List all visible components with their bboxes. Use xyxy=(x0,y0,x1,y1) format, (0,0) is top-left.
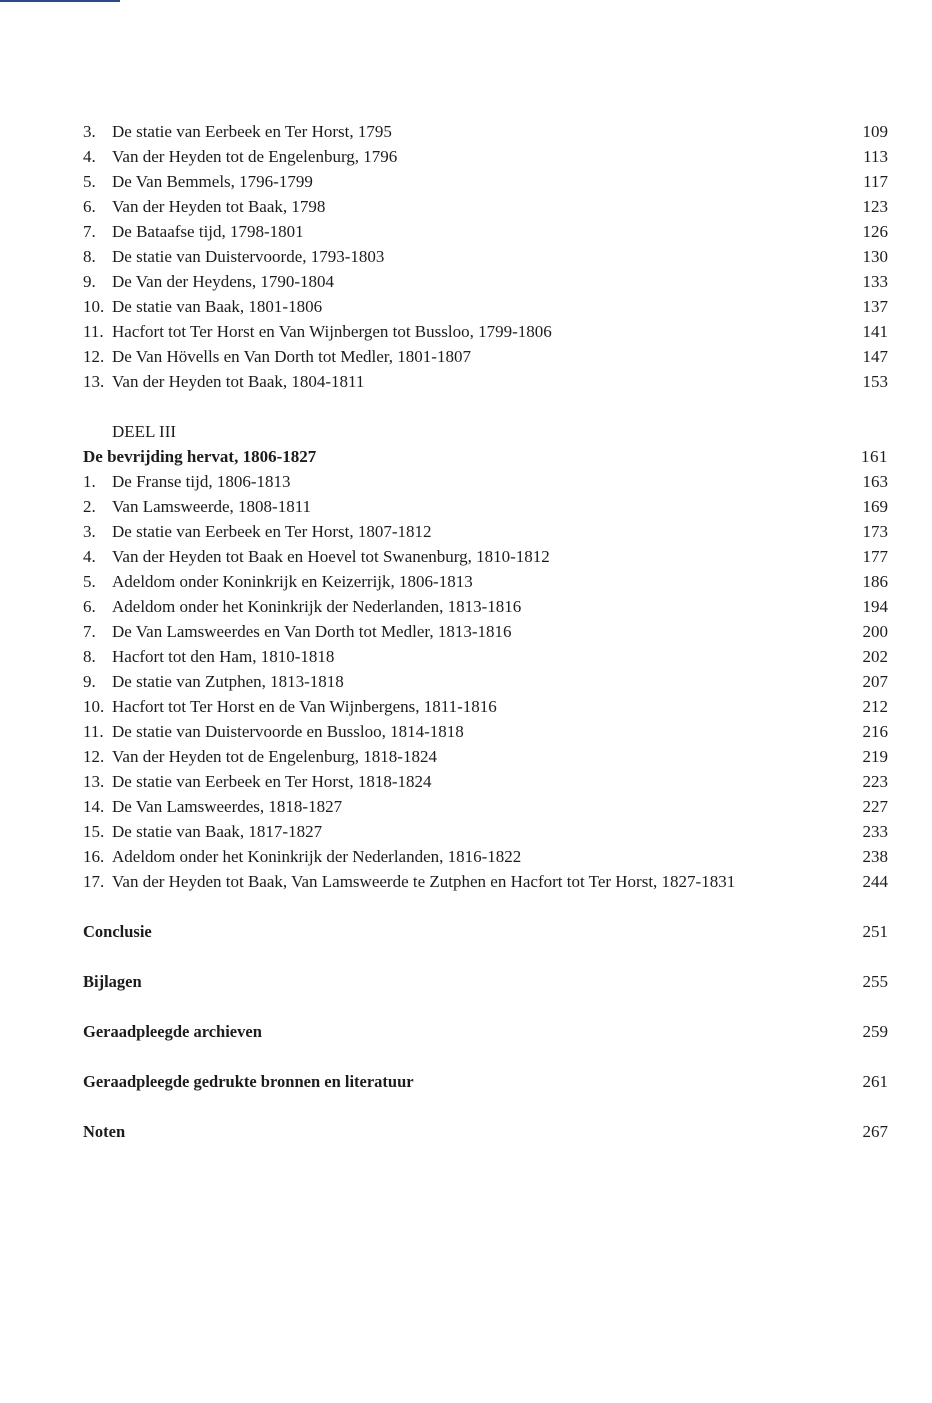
entry-number: 3. xyxy=(83,522,96,541)
entry-number: 13. xyxy=(83,772,105,791)
entry-page-number: 219 xyxy=(862,747,888,766)
entry-title: De Van Bemmels, 1796-1799 xyxy=(112,172,313,191)
entry-number: 13. xyxy=(83,372,105,391)
toc-entry[interactable] xyxy=(83,144,888,169)
toc-entry[interactable] xyxy=(83,194,888,219)
toc-entry[interactable] xyxy=(83,844,888,869)
back-matter-entry[interactable] xyxy=(83,1119,888,1144)
entry-number: 12. xyxy=(83,747,105,766)
entry-title: Hacfort tot Ter Horst en Van Wijnbergen tot Bussloo, 1799-1806 xyxy=(112,322,552,341)
spacer xyxy=(83,394,888,419)
entry-number: 2. xyxy=(83,497,96,516)
toc-entry[interactable] xyxy=(83,319,888,344)
toc-entry[interactable] xyxy=(83,169,888,194)
back-matter-title: Noten xyxy=(83,1122,126,1141)
entry-page-number: 227 xyxy=(862,797,888,816)
part-heading-row[interactable] xyxy=(83,444,888,469)
part-heading-title: De bevrijding hervat, 1806-1827 xyxy=(83,447,317,466)
entry-number: 15. xyxy=(83,822,105,841)
back-matter-entry[interactable] xyxy=(83,1019,888,1044)
entry-title: De statie van Zutphen, 1813-1818 xyxy=(112,672,344,691)
entry-page-number: 123 xyxy=(862,197,888,216)
entry-title: De statie van Duistervoorde, 1793-1803 xyxy=(112,247,385,266)
entry-page-number: 141 xyxy=(862,322,888,341)
entry-title: Adeldom onder het Koninkrijk der Nederlanden, 1813-1816 xyxy=(112,597,522,616)
toc-entry[interactable] xyxy=(83,269,888,294)
entry-title: De statie van Eerbeek en Ter Horst, 1795 xyxy=(112,122,392,141)
toc-entry[interactable] xyxy=(83,669,888,694)
back-matter-page-number: 267 xyxy=(862,1122,888,1141)
entry-page-number: 216 xyxy=(862,722,888,741)
entry-page-number: 244 xyxy=(862,872,888,891)
entry-number: 5. xyxy=(83,172,96,191)
entry-page-number: 233 xyxy=(862,822,888,841)
entry-number: 8. xyxy=(83,647,96,666)
toc-entry[interactable] xyxy=(83,244,888,269)
back-matter-page-number: 261 xyxy=(862,1072,888,1091)
entry-number: 10. xyxy=(83,697,105,716)
entry-number: 16. xyxy=(83,847,105,866)
entry-number: 17. xyxy=(83,872,105,891)
entry-title: Van der Heyden tot Baak, Van Lamsweerde te Zutphen en Hacfort tot Ter Horst, 1827-1831 xyxy=(112,872,736,891)
back-matter-title: Geraadpleegde archieven xyxy=(83,1022,262,1041)
entry-number: 4. xyxy=(83,547,96,566)
back-matter-title: Geraadpleegde gedrukte bronnen en literatuur xyxy=(83,1072,414,1091)
entry-number: 11. xyxy=(83,322,104,341)
top-edge-rule xyxy=(0,0,120,2)
back-matter-page-number: 259 xyxy=(862,1022,888,1041)
entry-number: 9. xyxy=(83,272,96,291)
entry-number: 8. xyxy=(83,247,96,266)
entry-page-number: 212 xyxy=(862,697,888,716)
entry-page-number: 147 xyxy=(862,347,888,366)
entry-number: 3. xyxy=(83,122,96,141)
entry-title: De Van Lamsweerdes en Van Dorth tot Medler, 1813-1816 xyxy=(112,622,512,641)
toc-entry[interactable] xyxy=(83,469,888,494)
entry-title: De Van Lamsweerdes, 1818-1827 xyxy=(112,797,343,816)
entry-page-number: 238 xyxy=(862,847,888,866)
back-matter-entry[interactable] xyxy=(83,1069,888,1094)
toc-entry[interactable] xyxy=(83,719,888,744)
toc-entry[interactable] xyxy=(83,869,888,894)
entry-page-number: 153 xyxy=(862,372,888,391)
toc-entry[interactable] xyxy=(83,344,888,369)
entry-page-number: 169 xyxy=(862,497,888,516)
entry-number: 9. xyxy=(83,672,96,691)
entry-page-number: 207 xyxy=(862,672,888,691)
part-heading-page: 161 xyxy=(861,447,888,466)
toc-entry[interactable] xyxy=(83,744,888,769)
entry-title: De statie van Baak, 1817-1827 xyxy=(112,822,323,841)
toc-entry[interactable] xyxy=(83,519,888,544)
entry-number: 10. xyxy=(83,297,105,316)
back-matter-entry[interactable] xyxy=(83,919,888,944)
entry-page-number: 173 xyxy=(862,522,888,541)
entry-title: Van der Heyden tot Baak en Hoevel tot Swanenburg, 1810-1812 xyxy=(112,547,550,566)
entry-title: De Van der Heydens, 1790-1804 xyxy=(112,272,335,291)
entry-page-number: 113 xyxy=(863,147,888,166)
entry-number: 12. xyxy=(83,347,105,366)
entry-title: De Bataafse tijd, 1798-1801 xyxy=(112,222,304,241)
entry-title: Van Lamsweerde, 1808-1811 xyxy=(112,497,312,516)
entry-page-number: 177 xyxy=(862,547,888,566)
table-of-contents xyxy=(83,119,888,1144)
entry-title: Hacfort tot Ter Horst en de Van Wijnbergens, 1811-1816 xyxy=(112,697,497,716)
entry-title: Van der Heyden tot de Engelenburg, 1796 xyxy=(112,147,398,166)
entry-number: 4. xyxy=(83,147,96,166)
entry-title: De statie van Baak, 1801-1806 xyxy=(112,297,323,316)
entry-page-number: 126 xyxy=(862,222,888,241)
toc-entry[interactable] xyxy=(83,219,888,244)
entry-title: De statie van Eerbeek en Ter Horst, 1807-1812 xyxy=(112,522,432,541)
back-matter-title: Conclusie xyxy=(83,922,152,941)
entry-page-number: 163 xyxy=(862,472,888,491)
entry-title: Adeldom onder het Koninkrijk der Nederlanden, 1816-1822 xyxy=(112,847,522,866)
part-label: DEEL III xyxy=(112,422,177,441)
entry-page-number: 202 xyxy=(862,647,888,666)
toc-entry[interactable] xyxy=(83,644,888,669)
toc-entry[interactable] xyxy=(83,694,888,719)
toc-entry[interactable] xyxy=(83,569,888,594)
entry-page-number: 186 xyxy=(862,572,888,591)
entry-title: Van der Heyden tot Baak, 1798 xyxy=(112,197,326,216)
section-a-list xyxy=(83,119,888,394)
entry-page-number: 130 xyxy=(862,247,888,266)
back-matter-entry[interactable] xyxy=(83,969,888,994)
entry-number: 5. xyxy=(83,572,96,591)
entry-title: De Van Hövells en Van Dorth tot Medler, 1801-1807 xyxy=(112,347,471,366)
entry-title: Hacfort tot den Ham, 1810-1818 xyxy=(112,647,335,666)
toc-entry[interactable] xyxy=(83,294,888,319)
entry-page-number: 109 xyxy=(862,122,888,141)
toc-entry[interactable] xyxy=(83,119,888,144)
back-matter-page-number: 255 xyxy=(862,972,888,991)
entry-number: 7. xyxy=(83,222,96,241)
back-matter-title: Bijlagen xyxy=(83,972,142,991)
toc-entry[interactable] xyxy=(83,619,888,644)
entry-number: 6. xyxy=(83,597,96,616)
entry-page-number: 117 xyxy=(863,172,888,191)
entry-title: De statie van Eerbeek en Ter Horst, 1818-1824 xyxy=(112,772,432,791)
toc-entry[interactable] xyxy=(83,819,888,844)
entry-page-number: 137 xyxy=(862,297,888,316)
entry-title: De statie van Duistervoorde en Bussloo, 1814-1818 xyxy=(112,722,464,741)
entry-title: De Franse tijd, 1806-1813 xyxy=(112,472,291,491)
entry-title: Van der Heyden tot de Engelenburg, 1818-1824 xyxy=(112,747,437,766)
entry-page-number: 223 xyxy=(862,772,888,791)
toc-entry[interactable] xyxy=(83,594,888,619)
back-matter-page-number: 251 xyxy=(862,922,888,941)
toc-entry[interactable] xyxy=(83,494,888,519)
entry-number: 11. xyxy=(83,722,104,741)
part3-list xyxy=(83,469,888,894)
entry-page-number: 194 xyxy=(862,597,888,616)
entry-number: 1. xyxy=(83,472,96,491)
entry-page-number: 133 xyxy=(862,272,888,291)
toc-entry[interactable] xyxy=(83,544,888,569)
entry-number: 6. xyxy=(83,197,96,216)
entry-number: 7. xyxy=(83,622,96,641)
entry-title: Adeldom onder Koninkrijk en Keizerrijk, 1806-1813 xyxy=(112,572,473,591)
entry-number: 14. xyxy=(83,797,105,816)
toc-entry[interactable] xyxy=(83,794,888,819)
entry-title: Van der Heyden tot Baak, 1804-1811 xyxy=(112,372,365,391)
toc-entry[interactable] xyxy=(83,369,888,394)
entry-page-number: 200 xyxy=(862,622,888,641)
back-matter-list xyxy=(83,919,888,1144)
toc-entry[interactable] xyxy=(83,769,888,794)
